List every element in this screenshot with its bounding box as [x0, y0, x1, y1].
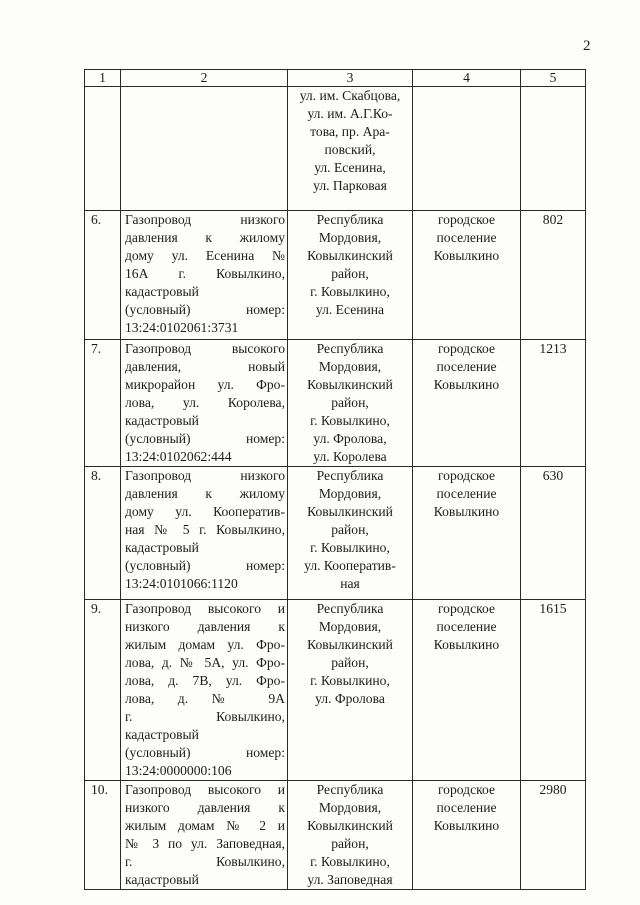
object-address — [288, 467, 413, 600]
name-line: (условный) номер: — [125, 302, 285, 317]
row-number: 7. — [85, 340, 121, 467]
address-line: Республика — [316, 341, 384, 356]
address-line: г. Ковылкино, — [310, 284, 390, 299]
name-line: 13:24:0102061:3731 — [125, 320, 239, 335]
name-line: 13:24:0102062:444 — [125, 449, 232, 464]
address-line: ул. Кооператив- — [304, 558, 396, 573]
object-address — [288, 340, 413, 467]
municipality — [413, 781, 521, 890]
address-line: Мордовия, — [318, 619, 382, 634]
municipality — [413, 600, 521, 781]
address-line: г. Ковылкино, — [310, 413, 390, 428]
address-line: район, — [331, 836, 369, 851]
table-row — [85, 340, 586, 467]
address-line: район, — [331, 266, 369, 281]
address-line: Республика — [316, 782, 384, 797]
header-row — [85, 70, 586, 87]
address-line: Республика — [316, 468, 384, 483]
name-line: кадастровый — [125, 727, 199, 742]
address-line: Ковылкинский — [307, 818, 393, 833]
name-line: г. Ковылкино, — [125, 709, 285, 724]
name-line: давления, новый — [125, 359, 285, 374]
address-line: Ковылкинский — [307, 637, 393, 652]
property-table — [84, 69, 586, 890]
address-line: г. Ковылкино, — [310, 673, 390, 688]
municipality — [413, 211, 521, 340]
object-address — [288, 211, 413, 340]
municipality-line: Ковылкино — [433, 504, 500, 519]
name-line: (условный) номер: — [125, 431, 285, 446]
name-line: Газопровод низкого — [125, 468, 285, 483]
name-line: Газопровод высокого и — [125, 782, 285, 797]
name-line: лова, д. 7В, ул. Фро- — [125, 673, 285, 688]
municipality-line: Ковылкино — [433, 818, 500, 833]
municipality-line: поселение — [436, 800, 497, 815]
address-line: Ковылкинский — [307, 504, 393, 519]
name-line: кадастровый — [125, 872, 199, 887]
municipality-line: поселение — [436, 486, 497, 501]
name-line: давления к жилому — [125, 486, 285, 501]
name-line: жилым домам ул. Фро- — [125, 637, 285, 652]
name-line: 16А г. Ковылкино, — [125, 266, 285, 281]
header-cell: 2 — [121, 70, 288, 87]
name-line: кадастровый — [125, 284, 199, 299]
header-cell: 1 — [85, 70, 121, 87]
name-line: дому ул. Есенина № — [125, 248, 285, 263]
object-name — [121, 600, 288, 781]
address-line: Мордовия, — [318, 486, 382, 501]
object-name — [121, 781, 288, 890]
object-value: 630 — [521, 467, 586, 600]
address-line: Ковылкинский — [307, 377, 393, 392]
municipality-line: городское — [437, 341, 496, 356]
address-line: ул. Фролова, — [313, 431, 387, 446]
municipality-line: поселение — [436, 230, 497, 245]
table-row — [85, 600, 586, 781]
address-line: ул. Заповедная — [307, 872, 393, 887]
municipality — [413, 467, 521, 600]
address-line: Мордовия, — [318, 359, 382, 374]
address-line: Республика — [316, 212, 384, 227]
address-line: район, — [331, 522, 369, 537]
address-line: ул. Королева — [313, 449, 387, 464]
municipality-line: городское — [437, 468, 496, 483]
address-line: ул. Фролова — [315, 691, 385, 706]
municipality-line: городское — [437, 601, 496, 616]
name-line: г. Ковылкино, — [125, 854, 285, 869]
address-line: г. Ковылкино, — [310, 540, 390, 555]
page-number: 2 — [583, 38, 591, 54]
name-line: Газопровод высокого — [125, 341, 285, 356]
address-line: Ковылкинский — [307, 248, 393, 263]
municipality-line: городское — [437, 212, 496, 227]
address-line: район, — [331, 655, 369, 670]
table-row — [85, 781, 586, 890]
address-line: Мордовия, — [318, 800, 382, 815]
municipality-line: Ковылкино — [433, 377, 500, 392]
object-value: 2980 — [521, 781, 586, 890]
municipality-line: Ковылкино — [433, 637, 500, 652]
row-number: 10. — [85, 781, 121, 890]
continuation-address: ул. им. Скабцова, ул. им. А.Г.Ко- това, пр. Ара- повский, ул. Есенина, ул. Парковая — [288, 87, 413, 211]
object-name — [121, 467, 288, 600]
address-line: район, — [331, 395, 369, 410]
municipality-line: городское — [437, 782, 496, 797]
name-line: лова, д. № 5А, ул. Фро- — [125, 655, 285, 670]
object-value: 1615 — [521, 600, 586, 781]
header-cell: 3 — [288, 70, 413, 87]
object-value: 1213 — [521, 340, 586, 467]
name-line: Газопровод низкого — [125, 212, 285, 227]
name-line: лова, ул. Королева, — [125, 395, 285, 410]
object-address — [288, 781, 413, 890]
name-line: давления к жилому — [125, 230, 285, 245]
table-row — [85, 211, 586, 340]
header-cell: 4 — [413, 70, 521, 87]
name-line: ная № 5 г. Ковылкино, — [125, 522, 285, 537]
address-line: Республика — [316, 601, 384, 616]
name-line: Газопровод высокого и — [125, 601, 285, 616]
row-number: 8. — [85, 467, 121, 600]
municipality-line: поселение — [436, 359, 497, 374]
municipality-line: Ковылкино — [433, 248, 500, 263]
address-line: ная — [340, 576, 360, 591]
name-line: лова, д. № 9А — [125, 691, 285, 706]
table-row — [85, 467, 586, 600]
name-line: дому ул. Кооператив- — [125, 504, 285, 519]
row-number: 6. — [85, 211, 121, 340]
address-line: г. Ковылкино, — [310, 854, 390, 869]
name-line: низкого давления к — [125, 619, 285, 634]
name-line: № 3 по ул. Заповедная, — [125, 836, 285, 851]
header-cell: 5 — [521, 70, 586, 87]
object-name — [121, 211, 288, 340]
name-line: кадастровый — [125, 540, 199, 555]
object-value: 802 — [521, 211, 586, 340]
municipality — [413, 340, 521, 467]
municipality-line: поселение — [436, 619, 497, 634]
name-line: 13:24:0000000:106 — [125, 763, 232, 778]
name-line: жилым домам № 2 и — [125, 818, 285, 833]
address-line: ул. Есенина — [315, 302, 385, 317]
name-line: низкого давления к — [125, 800, 285, 815]
address-line: Мордовия, — [318, 230, 382, 245]
object-name — [121, 340, 288, 467]
row-number: 9. — [85, 600, 121, 781]
continuation-row — [85, 87, 586, 211]
name-line: 13:24:0101066:1120 — [125, 576, 238, 591]
name-line: (условный) номер: — [125, 558, 285, 573]
object-address — [288, 600, 413, 781]
name-line: микрорайон ул. Фро- — [125, 377, 285, 392]
name-line: кадастровый — [125, 413, 199, 428]
name-line: (условный) номер: — [125, 745, 285, 760]
